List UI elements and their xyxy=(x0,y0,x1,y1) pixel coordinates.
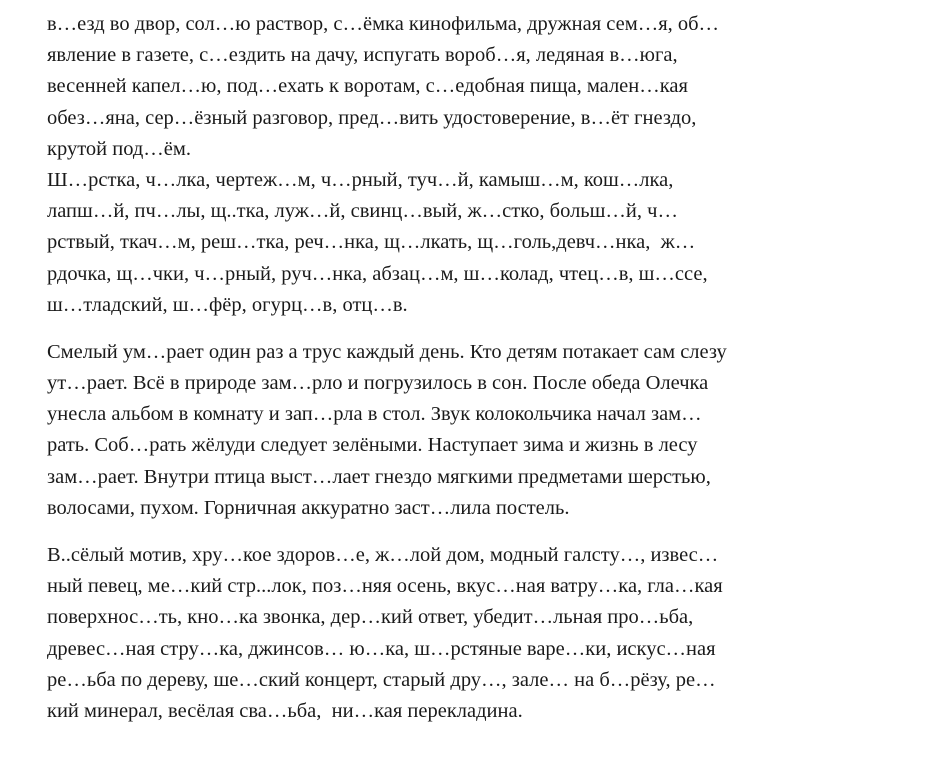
text-line: крутой под…ём. xyxy=(47,137,191,160)
text-line: ре…ьба по дереву, ше…ский концерт, старый дру…, зале… на б…рёзу, ре… xyxy=(47,668,716,691)
exercise-4 xyxy=(47,540,927,727)
paragraph-spacer xyxy=(47,524,927,540)
text-line: весенней капел…ю, под…ехать к воротам, с…едобная пища, мален…кая xyxy=(47,75,688,98)
text-line: зам…рает. Внутри птица выст…лает гнездо мягкими предметами шерстью, xyxy=(47,465,711,488)
text-line: обез…яна, сер…ёзный разговор, пред…вить удостоверение, в…ёт гнездо, xyxy=(47,106,697,129)
text-line: В..сёлый мотив, хру…кое здоров…е, ж…лой дом, модный галсту…, извес… xyxy=(47,544,719,566)
text-line: древес…ная стру…ка, джинсов… ю…ка, ш…рстяные варе…ки, искус…ная xyxy=(47,637,716,660)
text-line: рдочка, щ…чки, ч…рный, руч…нка, абзац…м, ш…колад, чтец…в, ш…ссе, xyxy=(47,262,708,285)
exercise-3 xyxy=(47,337,927,524)
exercise-sheet xyxy=(47,9,927,727)
exercise-1 xyxy=(47,9,927,165)
text-line: волосами, пухом. Горничная аккуратно заст…лила постель. xyxy=(47,496,570,519)
text-line: ут…рает. Всё в природе зам…рло и погрузилось в сон. После обеда Олечка xyxy=(47,372,709,395)
text-line: лапш…й, пч…лы, щ..тка, луж…й, свинц…вый, ж…стко, больш…й, ч… xyxy=(47,200,678,223)
text-line: явление в газете, с…ездить на дачу, испугать вороб…я, ледяная в…юга, xyxy=(47,44,678,67)
text-line: рать. Соб…рать жёлуди следует зелёными. Наступает зима и жизнь в лесу xyxy=(47,434,698,457)
paragraph-spacer xyxy=(47,321,927,337)
exercise-2 xyxy=(47,165,927,321)
text-line: ш…тладский, ш…фёр, огурц…в, отц…в. xyxy=(47,293,408,316)
text-line: поверхнос…ть, кно…ка звонка, дер…кий ответ, убедит…льная про…ьба, xyxy=(47,606,694,629)
text-line: унесла альбом в комнату и зап…рла в стол. Звук колокольчика начал зам… xyxy=(47,403,702,426)
text-line: кий минерал, весёлая сва…ьба, ни…кая перекладина. xyxy=(47,699,523,722)
text-line: ный певец, ме…кий стр...лок, поз…няя осень, вкус…ная ватру…ка, гла…кая xyxy=(47,575,723,598)
text-line: Смелый ум…рает один раз а трус каждый день. Кто детям потакает сам слезу xyxy=(47,340,727,363)
text-line: в…езд во двор, сол…ю раствор, с…ёмка кинофильма, дружная сем…я, об… xyxy=(47,13,720,35)
text-line: рствый, ткач…м, реш…тка, реч…нка, щ…лкать, щ…голь,девч…нка, ж… xyxy=(47,231,696,254)
text-line: Ш…рстка, ч…лка, чертеж…м, ч…рный, туч…й, камыш…м, кош…лка, xyxy=(47,168,674,191)
